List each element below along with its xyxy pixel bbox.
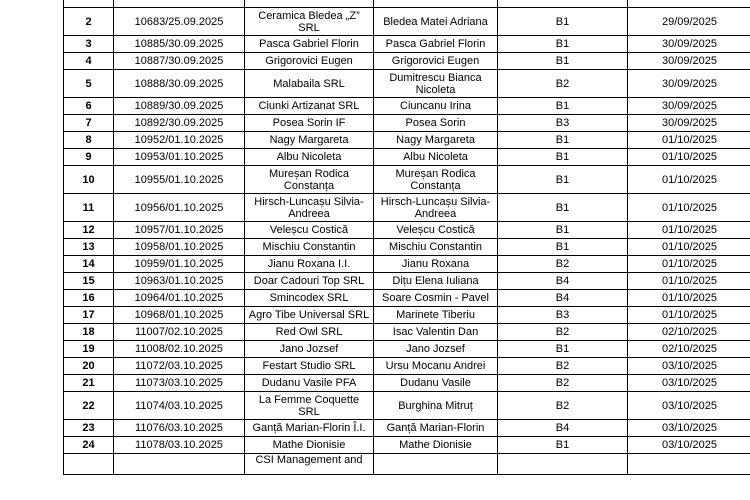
table-row [64, 273, 750, 290]
company-name-cell: Mureșan Rodica Constanța [245, 166, 374, 194]
company-name-cell: Hirsch-Luncașu Silvia-Andreea [245, 194, 374, 222]
category-cell: B2 [498, 324, 628, 341]
company-name-cell: Agro Tibe Universal SRL [245, 307, 374, 324]
table-row [64, 307, 750, 324]
company-name-cell: La Femme Coquette SRL [245, 392, 374, 420]
row-number-cell [64, 0, 114, 8]
table-row [64, 290, 750, 307]
representative-name-cell: Jano Jozsef [374, 341, 498, 358]
table-row [64, 437, 750, 454]
table-row [64, 239, 750, 256]
company-name-cell: CSI Management and [245, 454, 374, 475]
category-cell: B1 [498, 437, 628, 454]
date-cell: 01/10/2025 [628, 273, 750, 290]
row-number-cell: 3 [64, 36, 114, 53]
registration-number-cell: 11076/03.10.2025 [114, 420, 245, 437]
registration-number-cell: 11074/03.10.2025 [114, 392, 245, 420]
company-name-cell: Jianu Roxana I.I. [245, 256, 374, 273]
date-cell: 01/10/2025 [628, 149, 750, 166]
representative-name-cell: Ciuncanu Irina [374, 98, 498, 115]
table-row [64, 36, 750, 53]
company-name-cell: Jano Jozsef [245, 341, 374, 358]
category-cell: B2 [498, 375, 628, 392]
registration-number-cell: 11007/02.10.2025 [114, 324, 245, 341]
registration-number-cell: 10955/01.10.2025 [114, 166, 245, 194]
date-cell: 03/10/2025 [628, 437, 750, 454]
row-number-cell: 7 [64, 115, 114, 132]
table-row [64, 132, 750, 149]
company-name-cell: Doar Cadouri Top SRL [245, 273, 374, 290]
row-number-cell: 5 [64, 70, 114, 98]
row-number-cell: 14 [64, 256, 114, 273]
category-cell: B3 [498, 115, 628, 132]
representative-name-cell: Posea Sorin [374, 115, 498, 132]
registration-number-cell: 10952/01.10.2025 [114, 132, 245, 149]
table-row [64, 454, 750, 475]
registration-number-cell [114, 0, 245, 8]
company-name-cell [245, 0, 374, 8]
date-cell: 01/10/2025 [628, 222, 750, 239]
row-number-cell: 4 [64, 53, 114, 70]
registration-number-cell: 11008/02.10.2025 [114, 341, 245, 358]
category-cell: B3 [498, 307, 628, 324]
registry-table-body [64, 0, 750, 475]
company-name-cell: Mathe Dionisie [245, 437, 374, 454]
category-cell [498, 454, 628, 475]
registration-number-cell: 10963/01.10.2025 [114, 273, 245, 290]
representative-name-cell: Soare Cosmin - Pavel [374, 290, 498, 307]
table-row [64, 375, 750, 392]
row-number-cell: 17 [64, 307, 114, 324]
registration-number-cell: 10953/01.10.2025 [114, 149, 245, 166]
registration-number-cell: 10683/25.09.2025 [114, 8, 245, 36]
representative-name-cell: Burghina Mitruț [374, 392, 498, 420]
company-name-cell: Grigorovici Eugen [245, 53, 374, 70]
table-row [64, 70, 750, 98]
representative-name-cell: Dudanu Vasile [374, 375, 498, 392]
category-cell: B2 [498, 256, 628, 273]
representative-name-cell: Albu Nicoleta [374, 149, 498, 166]
category-cell: B1 [498, 98, 628, 115]
date-cell: 03/10/2025 [628, 420, 750, 437]
company-name-cell: Pasca Gabriel Florin [245, 36, 374, 53]
table-row [64, 256, 750, 273]
table-row [64, 115, 750, 132]
registration-number-cell: 10889/30.09.2025 [114, 98, 245, 115]
company-name-cell: Ciunki Artizanat SRL [245, 98, 374, 115]
representative-name-cell: Jianu Roxana [374, 256, 498, 273]
representative-name-cell: Mathe Dionisie [374, 437, 498, 454]
representative-name-cell: Ganță Marian-Florin [374, 420, 498, 437]
row-number-cell: 20 [64, 358, 114, 375]
representative-name-cell: Ursu Mocanu Andrei [374, 358, 498, 375]
row-number-cell: 24 [64, 437, 114, 454]
company-name-cell: Ganță Marian-Florin Î.I. [245, 420, 374, 437]
category-cell: B1 [498, 166, 628, 194]
row-number-cell: 22 [64, 392, 114, 420]
registration-number-cell: 11078/03.10.2025 [114, 437, 245, 454]
date-cell: 01/10/2025 [628, 239, 750, 256]
company-name-cell: Albu Nicoleta [245, 149, 374, 166]
date-cell: 01/10/2025 [628, 290, 750, 307]
representative-name-cell [374, 0, 498, 8]
registration-number-cell: 11073/03.10.2025 [114, 375, 245, 392]
representative-name-cell: Bledea Matei Adriana [374, 8, 498, 36]
registration-number-cell: 10957/01.10.2025 [114, 222, 245, 239]
table-row [64, 341, 750, 358]
table-row [64, 8, 750, 36]
date-cell: 29/09/2025 [628, 8, 750, 36]
category-cell: B1 [498, 149, 628, 166]
category-cell: B1 [498, 53, 628, 70]
registration-number-cell [114, 454, 245, 475]
registration-number-cell: 10958/01.10.2025 [114, 239, 245, 256]
row-number-cell: 13 [64, 239, 114, 256]
representative-name-cell: Marinete Tiberiu [374, 307, 498, 324]
company-name-cell: Veleșcu Costică [245, 222, 374, 239]
row-number-cell: 15 [64, 273, 114, 290]
category-cell: B1 [498, 239, 628, 256]
category-cell: B1 [498, 341, 628, 358]
category-cell: B1 [498, 8, 628, 36]
category-cell: B4 [498, 420, 628, 437]
representative-name-cell: Hirsch-Luncașu Silvia-Andreea [374, 194, 498, 222]
registry-table [63, 0, 750, 475]
row-number-cell: 11 [64, 194, 114, 222]
date-cell: 30/09/2025 [628, 98, 750, 115]
category-cell: B1 [498, 194, 628, 222]
registration-number-cell: 10887/30.09.2025 [114, 53, 245, 70]
date-cell: 03/10/2025 [628, 375, 750, 392]
category-cell: B1 [498, 36, 628, 53]
date-cell: 30/09/2025 [628, 36, 750, 53]
row-number-cell: 18 [64, 324, 114, 341]
category-cell: B4 [498, 273, 628, 290]
date-cell: 01/10/2025 [628, 194, 750, 222]
date-cell: 01/10/2025 [628, 166, 750, 194]
table-row [64, 98, 750, 115]
row-number-cell: 6 [64, 98, 114, 115]
representative-name-cell: Mureșan Rodica Constanța [374, 166, 498, 194]
representative-name-cell: Nagy Margareta [374, 132, 498, 149]
company-name-cell: Ceramica Bledea „Z” SRL [245, 8, 374, 36]
registration-number-cell: 10885/30.09.2025 [114, 36, 245, 53]
representative-name-cell [374, 454, 498, 475]
company-name-cell: Nagy Margareta [245, 132, 374, 149]
date-cell: 03/10/2025 [628, 392, 750, 420]
date-cell: 30/09/2025 [628, 70, 750, 98]
date-cell: 30/09/2025 [628, 53, 750, 70]
table-row [64, 420, 750, 437]
representative-name-cell: Dumitrescu Bianca Nicoleta [374, 70, 498, 98]
row-number-cell: 19 [64, 341, 114, 358]
company-name-cell: Posea Sorin IF [245, 115, 374, 132]
table-row [64, 392, 750, 420]
registration-number-cell: 10956/01.10.2025 [114, 194, 245, 222]
table-row [64, 149, 750, 166]
representative-name-cell: Dițu Elena Iuliana [374, 273, 498, 290]
row-number-cell: 10 [64, 166, 114, 194]
row-number-cell [64, 454, 114, 475]
company-name-cell: Mischiu Constantin [245, 239, 374, 256]
row-number-cell: 21 [64, 375, 114, 392]
row-number-cell: 16 [64, 290, 114, 307]
table-row [64, 222, 750, 239]
table-row [64, 194, 750, 222]
row-number-cell: 12 [64, 222, 114, 239]
date-cell: 01/10/2025 [628, 307, 750, 324]
representative-name-cell: Grigorovici Eugen [374, 53, 498, 70]
category-cell [498, 0, 628, 8]
row-number-cell: 9 [64, 149, 114, 166]
category-cell: B1 [498, 132, 628, 149]
category-cell: B1 [498, 222, 628, 239]
category-cell: B2 [498, 392, 628, 420]
registration-number-cell: 10888/30.09.2025 [114, 70, 245, 98]
table-row [64, 0, 750, 8]
date-cell: 03/10/2025 [628, 358, 750, 375]
company-name-cell: Red Owl SRL [245, 324, 374, 341]
registration-number-cell: 10959/01.10.2025 [114, 256, 245, 273]
date-cell: 02/10/2025 [628, 324, 750, 341]
company-name-cell: Malabaila SRL [245, 70, 374, 98]
date-cell: 01/10/2025 [628, 132, 750, 149]
date-cell: 01/10/2025 [628, 256, 750, 273]
date-cell [628, 454, 750, 475]
representative-name-cell: Mischiu Constantin [374, 239, 498, 256]
representative-name-cell: Pasca Gabriel Florin [374, 36, 498, 53]
table-row [64, 166, 750, 194]
date-cell [628, 0, 750, 8]
category-cell: B4 [498, 290, 628, 307]
company-name-cell: Smincodex SRL [245, 290, 374, 307]
table-row [64, 53, 750, 70]
registration-number-cell: 10964/01.10.2025 [114, 290, 245, 307]
representative-name-cell: Veleșcu Costică [374, 222, 498, 239]
category-cell: B2 [498, 70, 628, 98]
date-cell: 30/09/2025 [628, 115, 750, 132]
row-number-cell: 2 [64, 8, 114, 36]
registration-number-cell: 11072/03.10.2025 [114, 358, 245, 375]
registration-number-cell: 10968/01.10.2025 [114, 307, 245, 324]
registration-number-cell: 10892/30.09.2025 [114, 115, 245, 132]
row-number-cell: 23 [64, 420, 114, 437]
date-cell: 02/10/2025 [628, 341, 750, 358]
row-number-cell: 8 [64, 132, 114, 149]
company-name-cell: Festart Studio SRL [245, 358, 374, 375]
representative-name-cell: Isac Valentin Dan [374, 324, 498, 341]
company-name-cell: Dudanu Vasile PFA [245, 375, 374, 392]
table-row [64, 324, 750, 341]
category-cell: B2 [498, 358, 628, 375]
table-row [64, 358, 750, 375]
